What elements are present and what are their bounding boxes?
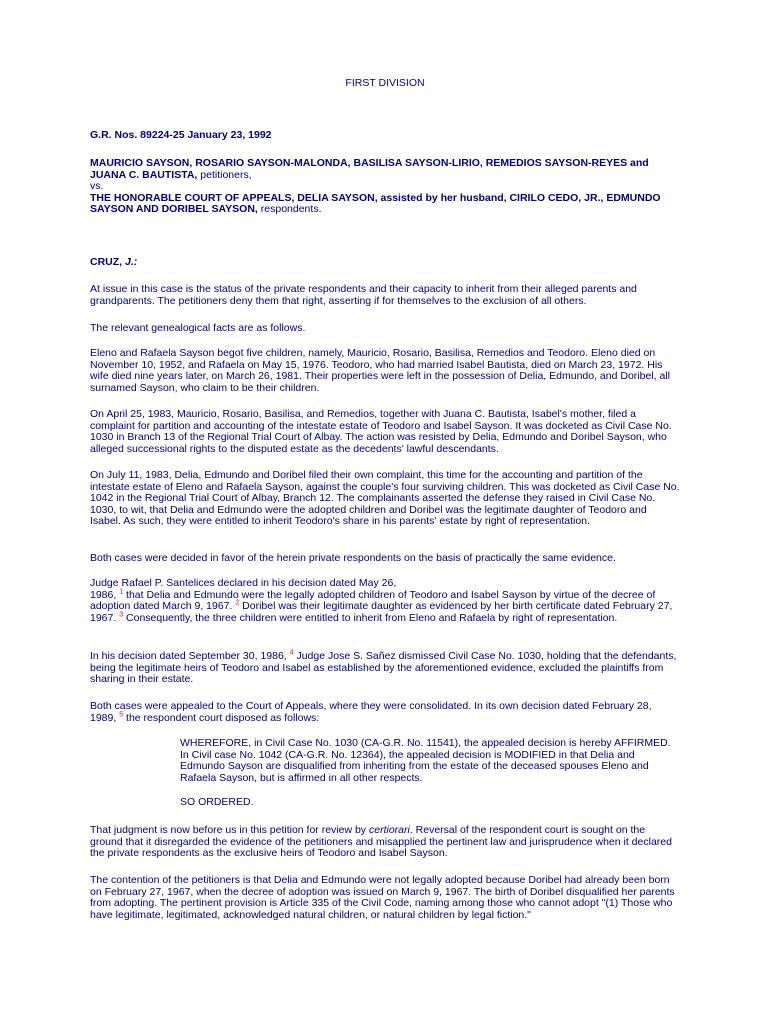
p7-text-c: that Delia and Edmundo were the legally adopted children of Teodoro and Isabel Sayson by virtue of the decree of adoption dated March 9, 1967. — [90, 588, 656, 612]
petitioners-label: petitioners, — [197, 168, 252, 181]
paragraph-8 — [90, 651, 680, 686]
quoted-disposition: WHEREFORE, in Civil Case No. 1030 (CA-G.R. No. 11541), the appealed decision is hereby AFFIRMED. In Civil case No. 1042 (CA-G.R. No. 12364), the appealed decision is MODIFIED in that Delia and Edmundo Sayson are disqualified from inheriting from the estate of the deceased spouses Eleno and Rafaela Sayson, but is affirmed in all other respects. — [180, 737, 671, 784]
footnote-3-link[interactable]: 3 — [119, 611, 124, 618]
paragraph-5: On July 11, 1983, Delia, Edmundo and Doribel filed their own complaint, this time for the accounting and partition of the intestate estate of Eleno and Rafaela Sayson, against the couple's four surviving children. This was docketed as Civil Case No. 1042 in the Regional Trial Court of Albay, Branch 12. The complainants asserted the defense they raised in Civil Case No. 1030, to wit, that Delia and Edmundo were the adopted children and Doribel was the legitimate daughter of Teodoro and Isabel. As such, they were entitled to inherit Teodoro's share in his parents' estate by right of representation. — [90, 469, 680, 527]
p10-text-a: That judgment is now before us in this petition for review by — [90, 824, 369, 836]
p7-line1: Judge Rafael P. Santelices declared in his decision dated May 26, — [90, 577, 397, 589]
respondents-line — [90, 193, 680, 216]
paragraph-10 — [90, 825, 680, 860]
respondents-names: THE HONORABLE COURT OF APPEALS, DELIA SAYSON, assisted by her husband, CIRILO CEDO, JR., EDMUNDO SAYSON AND DORIBEL SAYSON, — [90, 191, 661, 215]
paragraph-9 — [90, 701, 680, 724]
footnote-4-link[interactable]: 4 — [289, 649, 294, 657]
ponente-suffix: J.: — [125, 256, 138, 268]
footnote-1-link[interactable]: 1 — [119, 588, 124, 595]
p7-year: 1986, — [90, 588, 117, 601]
case-parties — [90, 158, 680, 216]
p7-text-d: Doribel was their legitimate daughter as evidenced by her birth certificate dated February 27, 1967. — [90, 600, 673, 624]
ponente-name: CRUZ, — [90, 256, 123, 268]
p8-text-a: In his decision dated September 30, 1986, — [90, 650, 287, 662]
division-heading: FIRST DIVISION — [345, 77, 425, 89]
paragraph-7 — [90, 578, 680, 624]
petitioners-line — [90, 158, 680, 181]
footnote-2-link[interactable]: 2 — [235, 599, 240, 607]
p7-text-e: Consequently, the three children were entitled to inherit from Eleno and Rafaela by right of representation. — [123, 611, 618, 624]
paragraph-11: The contention of the petitioners is that Delia and Edmundo were not legally adopted because Doribel had already been born on February 27, 1967, when the decree of adoption was issued on March 9, 1967. The birth of Doribel disqualified her parents from adopting. The pertinent provision is Article 335 of the Civil Code, naming among those who cannot adopt "(1) Those who have legitimate, legitimated, acknowledged natural children, or natural children by legal fiction." — [90, 874, 675, 921]
versus: vs. — [90, 180, 104, 192]
p10-certiorari: certiorari — [368, 824, 410, 836]
footnote-5-link[interactable]: 5 — [119, 711, 124, 718]
p9-text-a: Both cases were appealed to the Court of Appeals, where they were consolidated. In its own decision dated February 28, 1989, — [90, 700, 652, 724]
paragraph-1: At issue in this case is the status of the private respondents and their capacity to inherit from their alleged parents and grandparents. The petitioners deny them that right, asserting if for themselves to the exclusion of all others. — [90, 283, 637, 307]
paragraph-2: The relevant genealogical facts are as follows. — [90, 322, 306, 334]
quoted-so-ordered: SO ORDERED. — [180, 796, 254, 808]
gr-number: G.R. Nos. 89224-25 January 23, 1992 — [90, 129, 272, 141]
p8-text-b: Judge Jose S. Sañez dismissed Civil Case No. 1030, holding that the defendants, being the legitimate heirs of Teodoro and Isabel as established by the aforementioned evidence, excluded the plaintiffs from sharing in their estate. — [90, 650, 677, 685]
respondents-label: respondents. — [257, 203, 322, 215]
p10-text-b: . Reversal of the respondent court is sought on the ground that it disregarded the evidence of the petitioners and misapplied the pertinent law and jurisprudence when it declared the private respondents as the exclusive heirs of Teodoro and Isabel Sayson. — [90, 824, 672, 859]
petitioners-names: MAURICIO SAYSON, ROSARIO SAYSON-MALONDA, BASILISA SAYSON-LIRIO, REMEDIOS SAYSON-REYES and JUANA C. BAUTISTA, — [90, 157, 649, 181]
paragraph-6: Both cases were decided in favor of the herein private respondents on the basis of practically the same evidence. — [90, 552, 616, 564]
paragraph-3: Eleno and Rafaela Sayson begot five children, namely, Mauricio, Rosario, Basilisa, Remedios and Teodoro. Eleno died on November 10, 1952, and Rafaela on May 15, 1976. Teodoro, who had married Isabel Bautista, died on March 23, 1972. His wife died nine years later, on March 26, 1981. Their properties were left in the possession of Delia, Edmundo, and Doribel, all surnamed Sayson, who claim to be their children. — [90, 347, 670, 394]
ponente — [90, 257, 680, 269]
p9-text-b: the respondent court disposed as follows: — [123, 711, 320, 724]
paragraph-4: On April 25, 1983, Mauricio, Rosario, Basilisa, and Remedios, together with Juana C. Bautista, Isabel's mother, filed a complaint for partition and accounting of the intestate estate of Teodoro and Isabel Sayson. It was docketed as Civil Case No. 1030 in Branch 13 of the Regional Trial Court of Albay. The action was resisted by Delia, Edmundo and Doribel Sayson, who alleged successional rights to the disputed estate as the decedents' lawful descendants. — [90, 408, 672, 455]
